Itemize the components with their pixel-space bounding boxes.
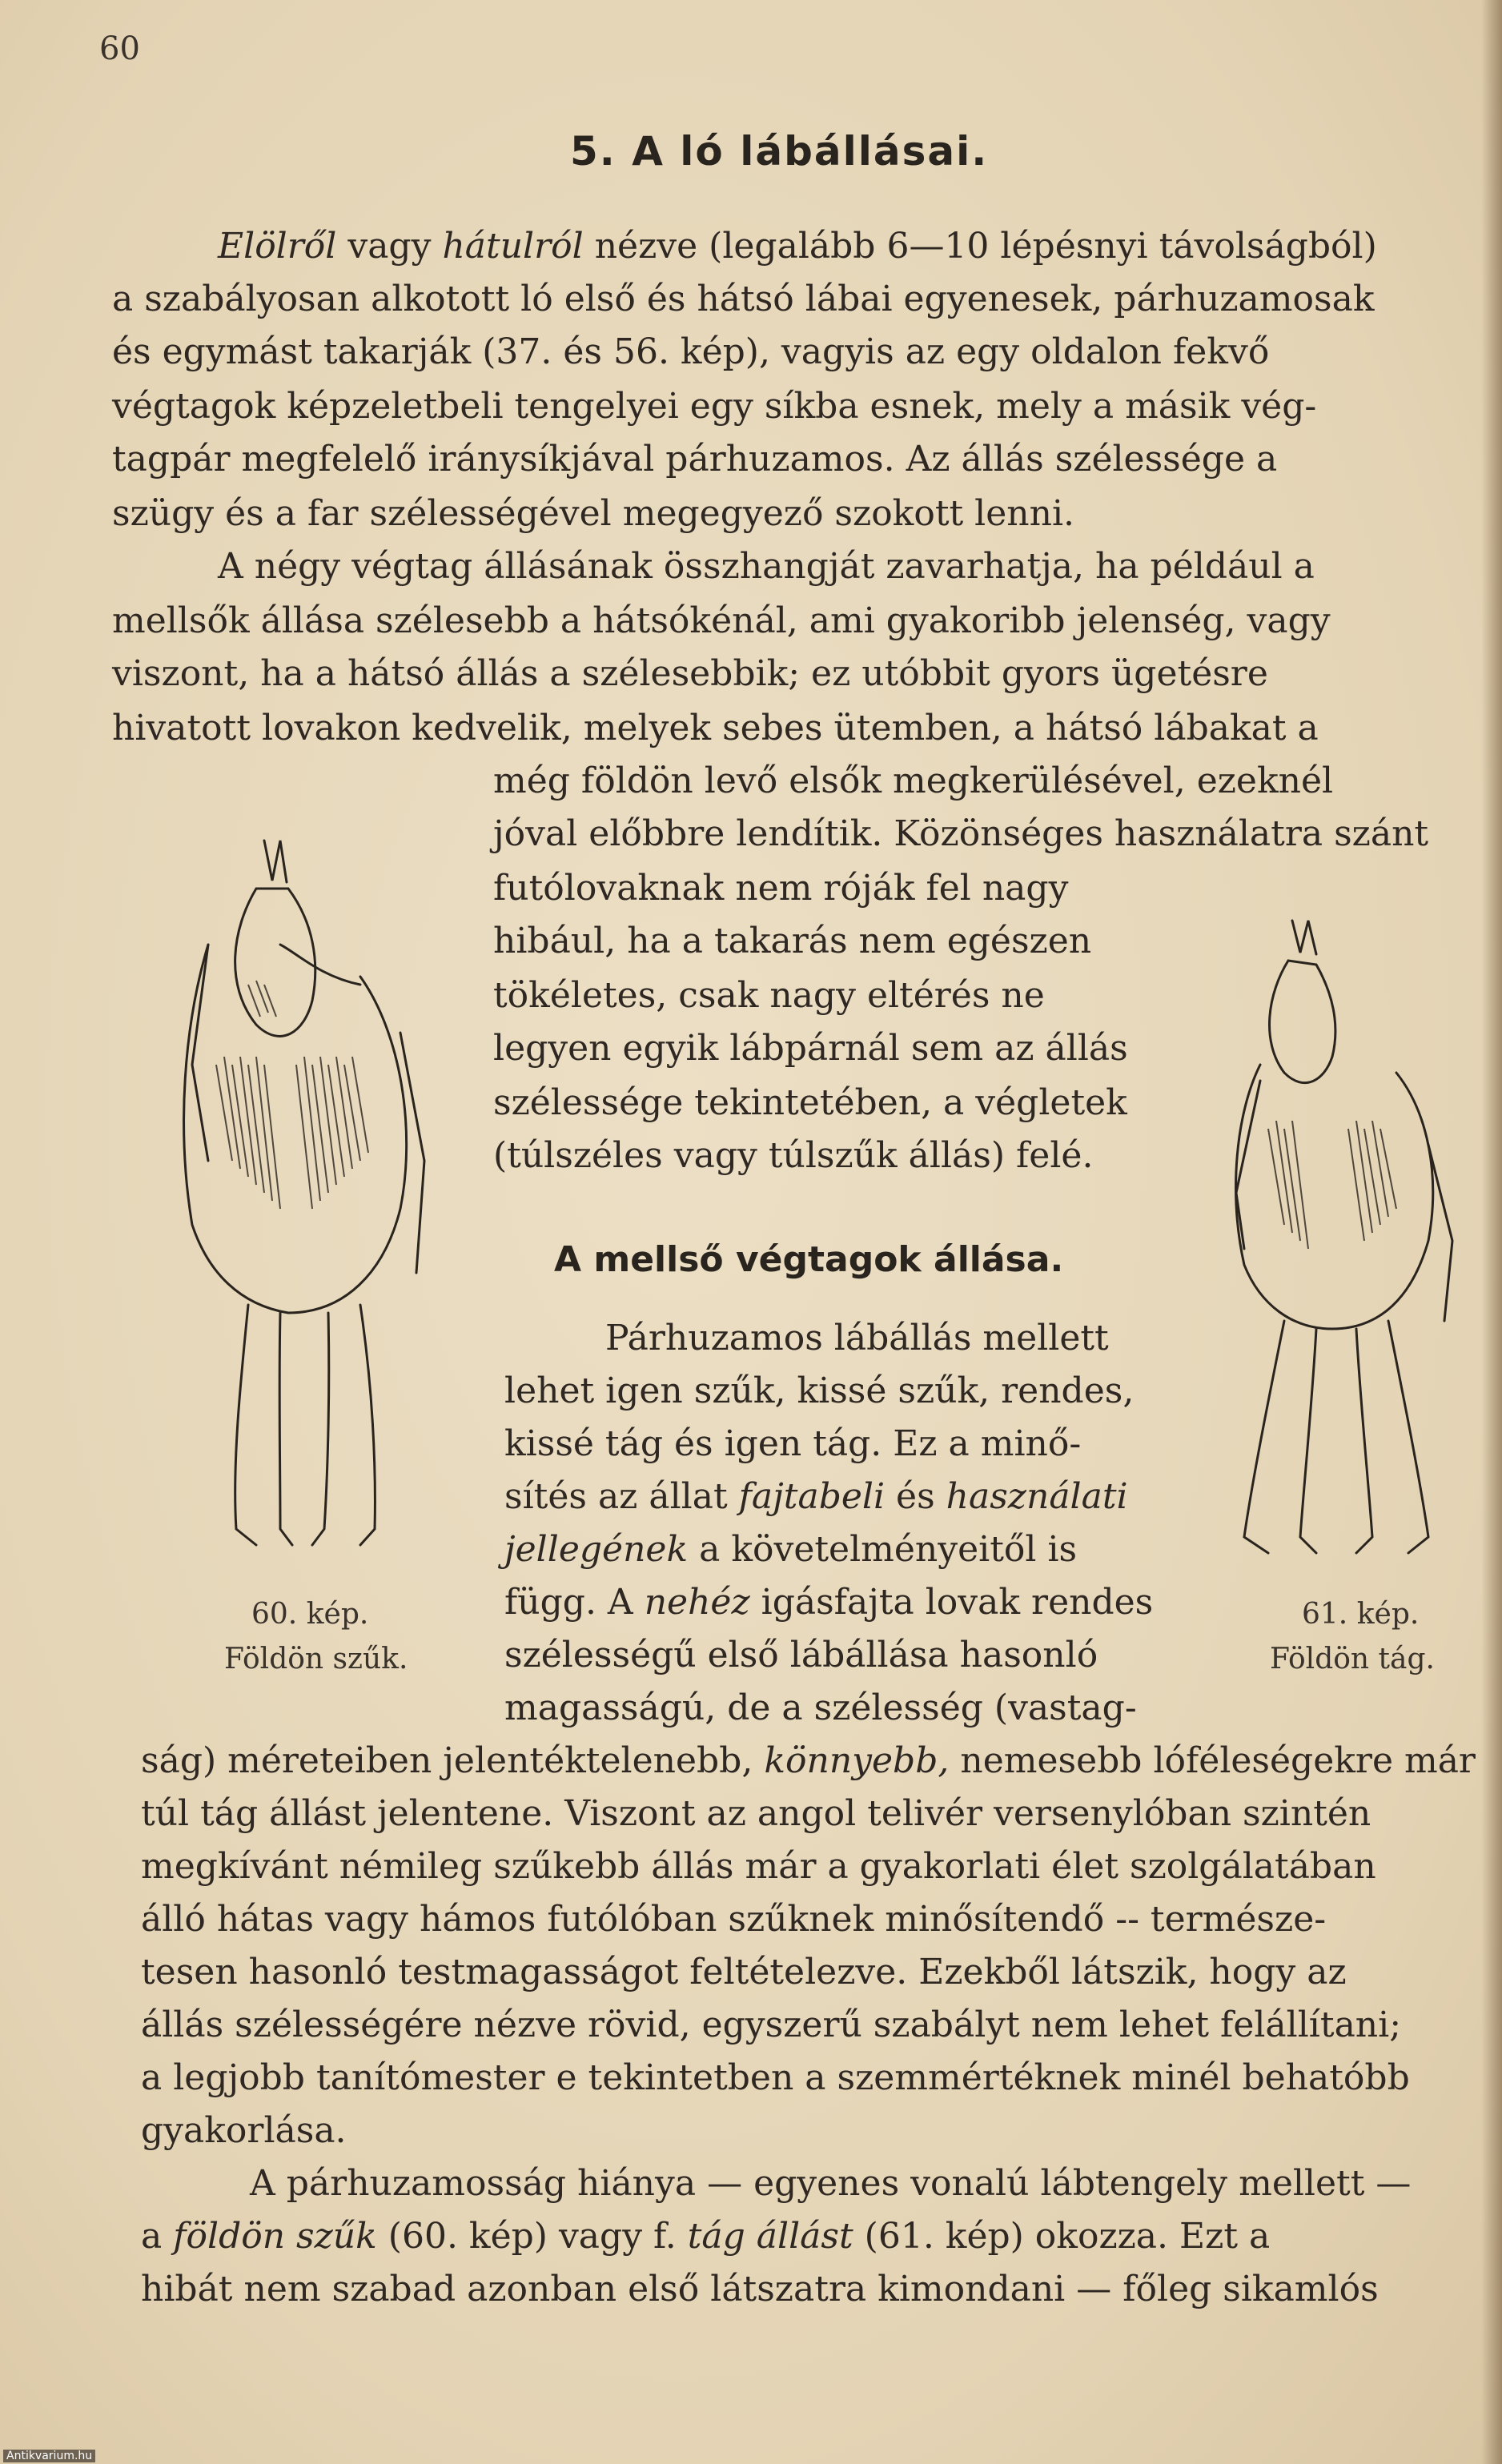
text-line: végtagok képzeletbeli tengelyei egy síkba esnek, mely a másik vég- [112,386,1317,427]
text-line: megkívánt némileg szűkebb állás már a gyakorlati élet szolgálatában [141,1846,1376,1887]
text-line: a földön szűk (60. kép) vagy f. tág állást (61. kép) okozza. Ezt a [141,2216,1271,2257]
text-line: még földön levő elsők megkerülésével, ezeknél [493,760,1334,801]
text-line: magasságú, de a szélesség (vastag- [504,1687,1137,1728]
text-line: Elölről vagy hátulról nézve (legalább 6—10 lépésnyi távolságból) [218,226,1377,267]
page-number: 60 [99,30,140,67]
text-line: tesen hasonló testmagasságot feltételezve. Ezekből látszik, hogy az [141,1952,1347,1992]
text-line: állás szélességére nézve rövid, egyszerű szabályt nem lehet felállítani; [141,2005,1402,2045]
italic-word: hátulról [442,226,584,267]
text-line: kissé tág és igen tág. Ez a minő- [504,1423,1082,1464]
watermark-label: Antikvarium.hu [3,2450,95,2462]
italic-word: Elölről [218,226,337,267]
italic-word: nehéz [644,1582,750,1623]
section-heading: A mellső végtagok állása. [554,1239,1064,1280]
text-line: túl tág állást jelentene. Viszont az angol telivér versenylóban szintén [141,1793,1371,1834]
text-line: ság) méreteiben jelentéktelenebb, könnyebb, nemesebb lóféleségekre már [141,1740,1476,1781]
text-line: sítés az állat fajtabeli és használati [504,1476,1128,1517]
text-line: a legjobb tanítómester e tekintetben a szemmértéknek minél behatóbb [141,2057,1410,2098]
italic-word: fajtabeli [738,1476,886,1517]
text-line: szügy és a far szélességével megegyező szokott lenni. [112,493,1075,534]
text-line: szélessége tekintetében, a végletek [493,1082,1127,1123]
text-line: a szabályosan alkotott ló első és hátsó lábai egyenesek, párhuzamosak [112,279,1375,319]
text-line: mellsők állása szélesebb a hátsókénál, ami gyakoribb jelenség, vagy [112,600,1331,641]
text-line: legyen egyik lábpárnál sem az állás [493,1028,1128,1069]
italic-word: földön szűk [173,2216,377,2257]
page-title: 5. A ló lábállásai. [570,128,989,175]
page-edge-shadow [1481,0,1502,2464]
text-line: hibául, ha a takarás nem egészen [493,921,1092,961]
figure-number: 60. kép. [251,1598,369,1631]
text-line: gyakorlása. [141,2110,347,2151]
text-line: viszont, ha a hátsó állás a szélesebbik; ez utóbbit gyors ügetésre [112,653,1268,694]
text-line: lehet igen szűk, kissé szűk, rendes, [504,1370,1135,1411]
figure-caption: Földön tág. [1270,1643,1435,1675]
horse-illustration-narrow [160,825,464,1593]
italic-word: használati [946,1476,1128,1517]
text-line: futólovaknak nem róják fel nagy [493,868,1069,909]
text-line: álló hátas vagy hámos futólóban szűknek minősítendő -- természe- [141,1899,1327,1940]
text-line: (túlszéles vagy túlszűk állás) felé. [493,1135,1094,1176]
horse-illustration-wide [1212,905,1468,1585]
text-line: hibát nem szabad azonban első látszatra kimondani — főleg sikamlós [141,2269,1379,2309]
text-line: tökéletes, csak nagy eltérés ne [493,975,1045,1016]
text-line: jóval előbbre lendítik. Közönséges használatra szánt [493,813,1429,854]
text-line: A párhuzamosság hiánya — egyenes vonalú lábtengely mellett — [250,2163,1412,2204]
figure-number: 61. kép. [1302,1598,1420,1631]
text-line: szélességű első lábállása hasonló [504,1635,1098,1675]
text-line: jellegének a követelményeitől is [504,1529,1078,1570]
text-line: és egymást takarják (37. és 56. kép), vagyis az egy oldalon fekvő [112,331,1270,372]
text-line: függ. A nehéz igásfajta lovak rendes [504,1582,1154,1623]
italic-word: tág állást [687,2216,853,2257]
text-line: tagpár megfelelő iránysíkjával párhuzamos. Az állás szélessége a [112,439,1278,480]
text-line: Párhuzamos lábállás mellett [605,1318,1109,1358]
italic-word: jellegének [504,1529,689,1570]
figure-caption: Földön szűk. [224,1643,408,1675]
text-line: A négy végtag állásának összhangját zavarhatja, ha például a [218,546,1315,587]
text-line: hivatott lovakon kedvelik, melyek sebes ütemben, a hátsó lábakat a [112,708,1319,748]
italic-word: könnyebb, [764,1740,950,1781]
